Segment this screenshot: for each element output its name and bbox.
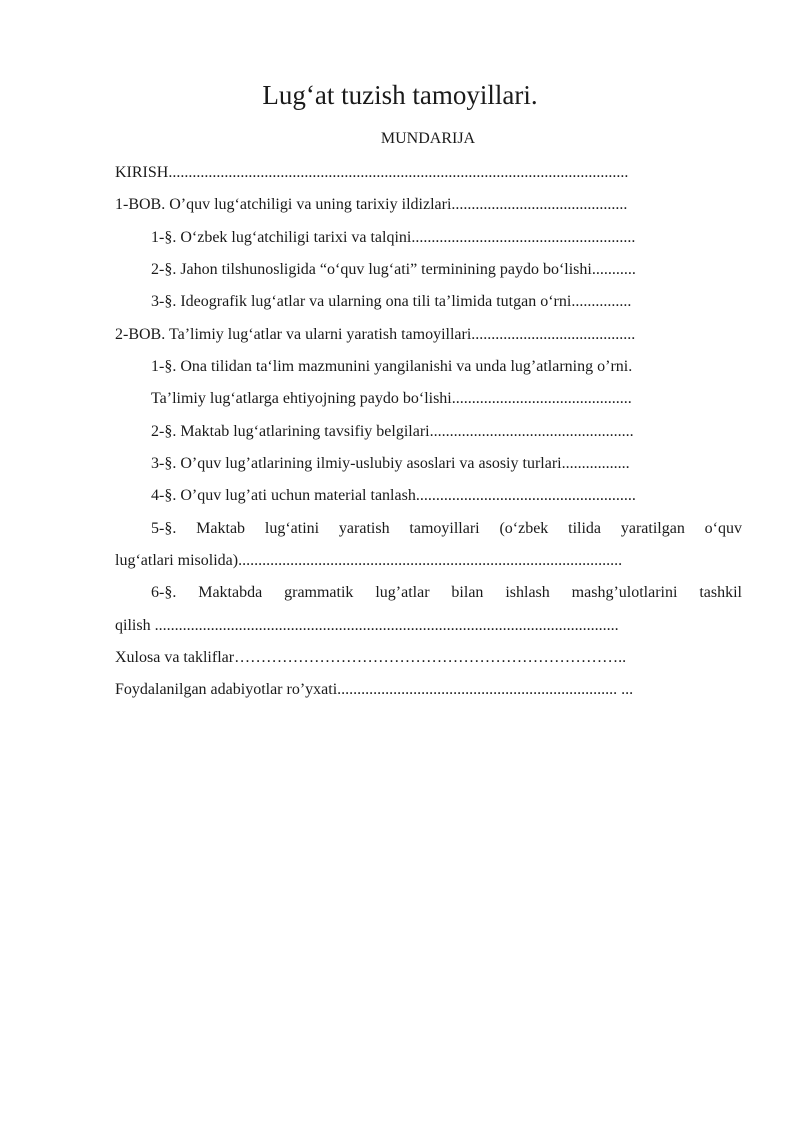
- toc-entry-references: Foydalanilgan adabiyotlar ro’yxati...................................................................... ...: [115, 681, 634, 698]
- toc-entry-section-2-4: 4-§. O’quv lug’ati uchun material tanlash.......................................................: [151, 487, 636, 504]
- toc-entry-chapter-1: 1-BOB. O’quv lug‘atchiligi va uning tarixiy ildizlari............................................: [115, 196, 628, 213]
- toc-entry-section-2-6: 6-§. Maktabda grammatik lug’atlar bilan ishlash mashg’ulotlarini tashkil: [151, 584, 742, 601]
- toc-entry-section-2-6-cont: qilish ....................................................................................................................: [115, 617, 619, 634]
- toc-entry-section-2-5-cont: lug‘atlari misolida)................................................................................................: [115, 552, 623, 569]
- toc-entry-section-2-5: 5-§. Maktab lug‘atini yaratish tamoyillari (o‘zbek tilida yaratilgan o‘quv: [151, 520, 742, 537]
- toc-entry-conclusion: Xulosa va takliflar………………………………………………………………..: [115, 649, 627, 666]
- toc-entry-section-2-3: 3-§. O’quv lug’atlarining ilmiy-uslubiy asoslari va asosiy turlari.................: [151, 455, 630, 472]
- toc-entry-section-1-3: 3-§. Ideografik lug‘atlar va ularning ona tili ta’limida tutgan o‘rni...............: [151, 293, 632, 310]
- toc-entry-section-2-1-cont: Ta’limiy lug‘atlarga ehtiyojning paydo bo‘lishi.............................................: [151, 390, 632, 407]
- toc-entry-intro: KIRISH...................................................................................................................: [115, 164, 629, 181]
- toc-entry-section-2-1: 1-§. Ona tilidan ta‘lim mazmunini yangilanishi va unda lug’atlarning o’rni.: [151, 358, 633, 375]
- toc-entry-section-1-2: 2-§. Jahon tilshunosligida “o‘quv lug‘ati” terminining paydo bo‘lishi...........: [151, 261, 636, 278]
- toc-entry-section-1-1: 1-§. O‘zbek lug‘atchiligi tarixi va talqini........................................................: [151, 229, 636, 246]
- toc-entry-chapter-2: 2-BOB. Ta’limiy lug‘atlar va ularni yaratish tamoyillari.........................................: [115, 326, 636, 343]
- toc-heading: MUNDARIJA: [380, 130, 476, 147]
- toc-entry-section-2-2: 2-§. Maktab lug‘atlarining tavsifiy belgilari...................................................: [151, 423, 634, 440]
- document-title: Lug‘at tuzish tamoyillari.: [262, 80, 538, 110]
